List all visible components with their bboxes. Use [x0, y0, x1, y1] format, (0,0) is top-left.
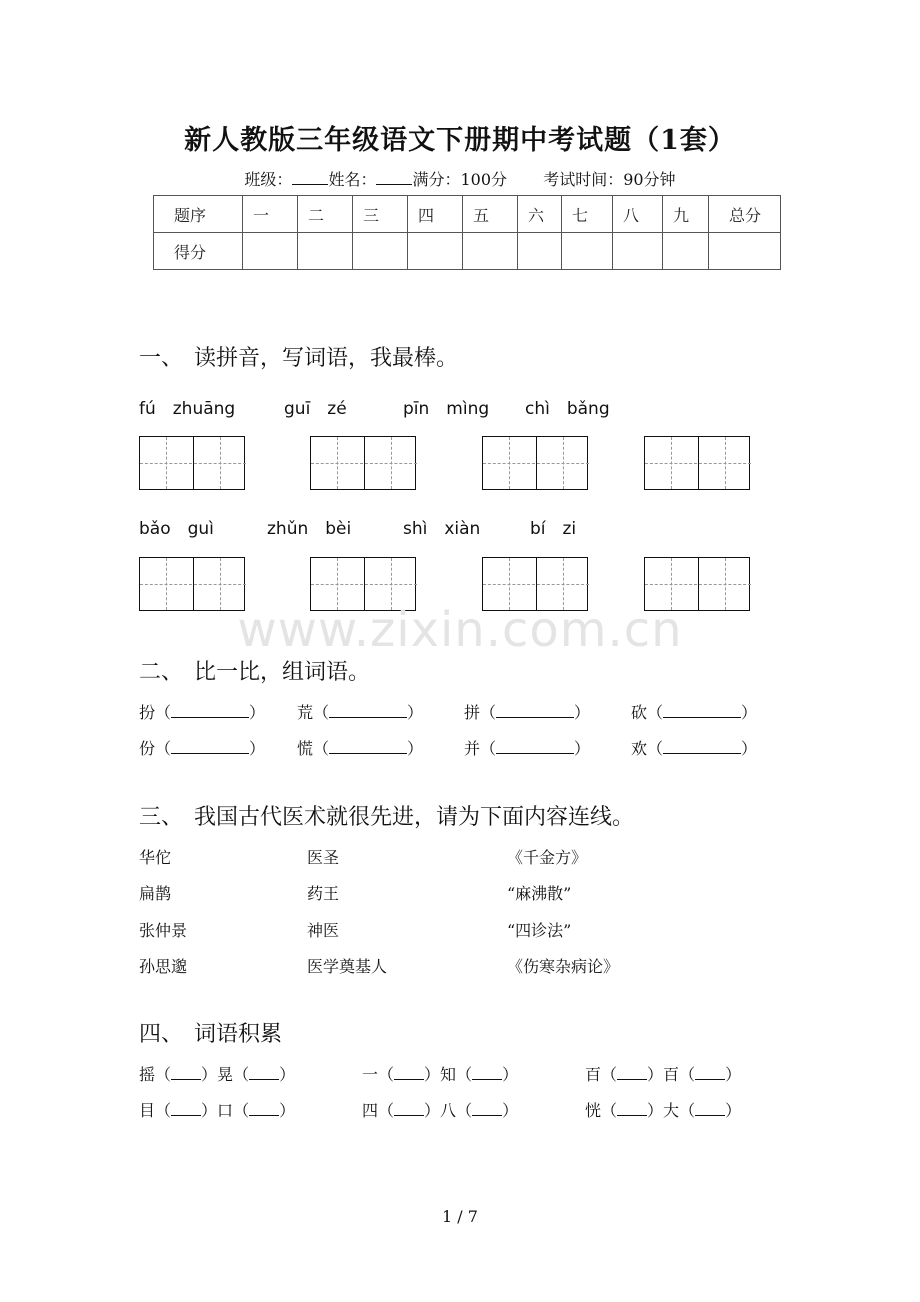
answer-blank[interactable] — [496, 741, 574, 754]
header-cell: 七 — [562, 196, 613, 233]
name-label: 姓名： — [328, 170, 377, 189]
pinyin-label: bǎo guì — [139, 519, 214, 539]
idiom-char: 四 — [362, 1101, 379, 1120]
page-number: 1 / 7 — [442, 1207, 478, 1226]
compare-char: 并 — [464, 739, 481, 758]
page-title: 新人教版三年级语文下册期中考试题（1套） — [184, 125, 736, 156]
idiom-item: 百（ ）百（ ） — [585, 1065, 742, 1084]
compare-char: 荒 — [297, 703, 314, 722]
header-cell: 四 — [408, 196, 463, 233]
match-person[interactable]: 张仲景 — [139, 921, 188, 940]
score-cell[interactable] — [463, 233, 518, 270]
answer-blank[interactable] — [695, 1067, 725, 1080]
header-cell: 一 — [243, 196, 298, 233]
idiom-char: 大 — [663, 1101, 680, 1120]
score-cell[interactable] — [663, 233, 709, 270]
compare-item: 慌（ ） — [297, 739, 424, 758]
header-cell: 题序 — [154, 196, 243, 233]
score-cell[interactable] — [408, 233, 463, 270]
answer-blank[interactable] — [496, 705, 574, 718]
score-cell[interactable] — [518, 233, 562, 270]
compare-item: 荒（ ） — [297, 703, 424, 722]
answer-blank[interactable] — [472, 1103, 502, 1116]
match-person[interactable]: 华佗 — [139, 848, 172, 867]
pinyin-label: shì xiàn — [403, 519, 481, 539]
answer-blank[interactable] — [171, 741, 249, 754]
compare-char: 欢 — [631, 739, 648, 758]
section2-title: 二、 比一比，组词语。 — [139, 660, 371, 685]
answer-blank[interactable] — [472, 1067, 502, 1080]
pinyin-label: bí zi — [530, 519, 577, 539]
idiom-char: 百 — [585, 1065, 602, 1084]
pinyin-label: guī zé — [284, 399, 347, 419]
header-cell: 三 — [353, 196, 408, 233]
pinyin-label: chì bǎng — [525, 399, 610, 419]
score-cell[interactable] — [613, 233, 663, 270]
match-title[interactable]: 医圣 — [307, 848, 340, 867]
writing-grid[interactable] — [139, 436, 245, 490]
score-cell[interactable] — [353, 233, 408, 270]
class-label: 班级： — [244, 170, 293, 189]
compare-item: 扮（ ） — [139, 703, 266, 722]
idiom-char: 目 — [139, 1101, 156, 1120]
answer-blank[interactable] — [329, 705, 407, 718]
match-work[interactable]: 《千金方》 — [507, 848, 588, 867]
idiom-char: 晃 — [217, 1065, 234, 1084]
header-cell: 总分 — [709, 196, 781, 233]
idiom-item: 一（ ）知（ ） — [362, 1065, 519, 1084]
answer-blank[interactable] — [249, 1103, 279, 1116]
header-cell: 六 — [518, 196, 562, 233]
exam-info — [0, 167, 920, 190]
compare-char: 份 — [139, 739, 156, 758]
answer-blank[interactable] — [663, 741, 741, 754]
full-score: 满分：100分 — [412, 170, 507, 189]
header-cell: 八 — [613, 196, 663, 233]
row-label: 得分 — [154, 233, 243, 270]
answer-blank[interactable] — [617, 1067, 647, 1080]
match-work[interactable]: 《伤寒杂病论》 — [507, 957, 620, 976]
idiom-char: 恍 — [585, 1101, 602, 1120]
compare-char: 拼 — [464, 703, 481, 722]
compare-item: 欢（ ） — [631, 739, 758, 758]
header-cell: 五 — [463, 196, 518, 233]
answer-blank[interactable] — [617, 1103, 647, 1116]
pinyin-label: fú zhuāng — [139, 399, 236, 419]
compare-item: 砍（ ） — [631, 703, 758, 722]
answer-blank[interactable] — [171, 1103, 201, 1116]
match-title[interactable]: 神医 — [307, 921, 340, 940]
pinyin-label: zhǔn bèi — [267, 519, 352, 539]
header-cell: 二 — [298, 196, 353, 233]
match-person[interactable]: 扁鹊 — [139, 884, 172, 903]
compare-item: 份（ ） — [139, 739, 266, 758]
writing-grid[interactable] — [310, 436, 416, 490]
idiom-char: 知 — [440, 1065, 457, 1084]
idiom-char: 一 — [362, 1065, 379, 1084]
writing-grid[interactable] — [482, 436, 588, 490]
answer-blank[interactable] — [329, 741, 407, 754]
idiom-item: 目（ ）口（ ） — [139, 1101, 296, 1120]
class-blank — [292, 170, 328, 185]
score-table-header — [154, 196, 781, 233]
section3-title: 三、 我国古代医术就很先进，请为下面内容连线。 — [139, 805, 635, 830]
section4-title: 四、 词语积累 — [139, 1022, 283, 1047]
compare-char: 慌 — [297, 739, 314, 758]
answer-blank[interactable] — [394, 1067, 424, 1080]
match-work[interactable]: “四诊法” — [507, 921, 572, 940]
compare-item: 拼（ ） — [464, 703, 591, 722]
match-person[interactable]: 孙思邈 — [139, 957, 188, 976]
answer-blank[interactable] — [171, 1067, 201, 1080]
pinyin-label: pīn mìng — [403, 399, 490, 419]
answer-blank[interactable] — [171, 705, 249, 718]
match-title[interactable]: 药王 — [307, 884, 340, 903]
idiom-char: 口 — [217, 1101, 234, 1120]
idiom-char: 八 — [440, 1101, 457, 1120]
header-cell: 九 — [663, 196, 709, 233]
compare-char: 砍 — [631, 703, 648, 722]
section1-title: 一、 读拼音，写词语，我最棒。 — [139, 346, 459, 371]
compare-char: 扮 — [139, 703, 156, 722]
score-table-row — [154, 233, 781, 270]
score-cell[interactable] — [298, 233, 353, 270]
score-cell[interactable] — [709, 233, 781, 270]
match-work[interactable]: “麻沸散” — [507, 884, 572, 903]
score-cell[interactable] — [243, 233, 298, 270]
idiom-item: 四（ ）八（ ） — [362, 1101, 519, 1120]
idiom-item: 恍（ ）大（ ） — [585, 1101, 742, 1120]
idiom-char: 百 — [663, 1065, 680, 1084]
answer-blank[interactable] — [249, 1067, 279, 1080]
score-cell[interactable] — [562, 233, 613, 270]
idiom-item: 摇（ ）晃（ ） — [139, 1065, 296, 1084]
compare-item: 并（ ） — [464, 739, 591, 758]
answer-blank[interactable] — [695, 1103, 725, 1116]
match-title[interactable]: 医学奠基人 — [307, 957, 388, 976]
watermark: www.zixin.com.cn — [237, 602, 683, 658]
score-table — [153, 195, 781, 270]
exam-time: 考试时间：90分钟 — [543, 170, 676, 189]
answer-blank[interactable] — [663, 705, 741, 718]
writing-grid[interactable] — [644, 436, 750, 490]
name-blank — [376, 170, 412, 185]
idiom-char: 摇 — [139, 1065, 156, 1084]
answer-blank[interactable] — [394, 1103, 424, 1116]
